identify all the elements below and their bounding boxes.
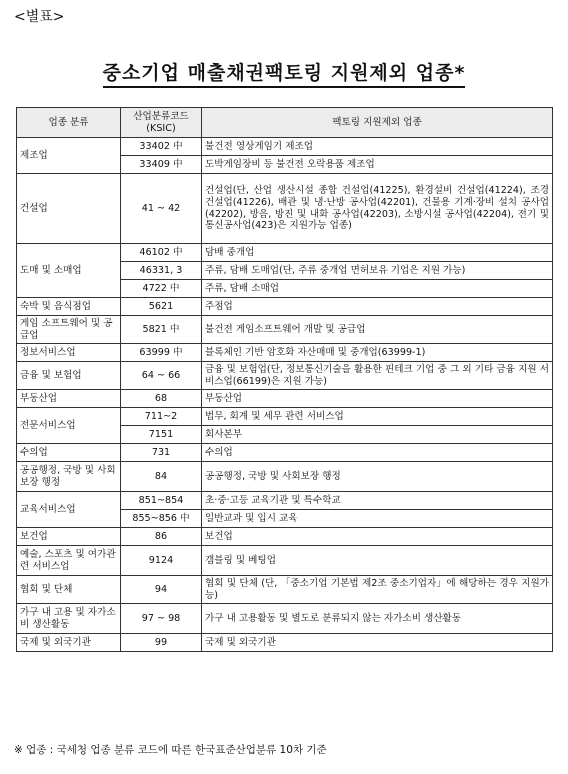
excluded-industry-cell: 주점업: [202, 298, 553, 316]
ksic-code-cell: 84: [121, 462, 202, 492]
table-row: [17, 528, 553, 546]
ksic-code-cell: 94: [121, 576, 202, 604]
ksic-code-cell: 33402 中: [121, 138, 202, 156]
ksic-code-cell: 5621: [121, 298, 202, 316]
table-row: [17, 634, 553, 652]
industry-cell: 협회 및 단체: [17, 576, 121, 604]
industry-cell: 부동산업: [17, 390, 121, 408]
excluded-industry-cell: 협회 및 단체 (단, 「중소기업 기본법 제2조 중소기업자」에 해당하는 경우 지원가능): [202, 576, 553, 604]
page-title: [0, 58, 568, 85]
table-row: [17, 244, 553, 262]
ksic-code-cell: 5821 中: [121, 316, 202, 344]
table-row: [17, 546, 553, 576]
ksic-code-cell: 99: [121, 634, 202, 652]
table-row: [17, 604, 553, 634]
excluded-industry-cell: 부동산업: [202, 390, 553, 408]
ksic-code-cell: 68: [121, 390, 202, 408]
table-row: [17, 174, 553, 244]
table-row: [17, 444, 553, 462]
excluded-industry-cell: 국제 및 외국기관: [202, 634, 553, 652]
ksic-code-cell: 7151: [121, 426, 202, 444]
table-header-row: [17, 108, 553, 138]
ksic-code-cell: 46331, 3: [121, 262, 202, 280]
industry-cell: 수의업: [17, 444, 121, 462]
excluded-industry-cell: 가구 내 고용활동 및 별도로 분류되지 않는 자가소비 생산활동: [202, 604, 553, 634]
excluded-industry-table: [16, 107, 553, 652]
industry-cell: 보건업: [17, 528, 121, 546]
excluded-industry-cell: 초·중·고등 교육기관 및 특수학교: [202, 492, 553, 510]
ksic-code-cell: 711~2: [121, 408, 202, 426]
excluded-industry-cell: 금융 및 보험업(단, 정보통신기술을 활용한 핀테크 기업 중 그 외 기타 금융 지원 서비스업(66199)은 지원 가능): [202, 362, 553, 390]
excluded-industry-cell: 건설업(단, 산업 생산시설 종합 건설업(41225), 환경설비 건설업(41224), 조경 건설업(41226), 배관 및 냉·난방 공사업(42201), 건물용 기계·장비 설치 공사업(42202), 방음, 방진 및 내화 공사업(42203), 소방시설 공사업(42204), 전기 및 통신공사업(423)은 지원가능 업종): [202, 174, 553, 244]
header-industry: 업종 분류: [17, 108, 121, 138]
excluded-industry-cell: 블록체인 기반 암호화 자산매매 및 중개업(63999-1): [202, 344, 553, 362]
footnote: ※ 업종 : 국세청 업종 분류 코드에 따른 한국표준산업분류 10차 기준: [14, 744, 327, 756]
table-row: [17, 408, 553, 426]
industry-cell: 금융 및 보험업: [17, 362, 121, 390]
page-title-text: 중소기업 매출채권팩토링 지원제외 업종*: [103, 62, 466, 88]
ksic-code-cell: 41 ~ 42: [121, 174, 202, 244]
industry-cell: 공공행정, 국방 및 사회보장 행정: [17, 462, 121, 492]
ksic-code-cell: 851~854: [121, 492, 202, 510]
industry-cell: 교육서비스업: [17, 492, 121, 528]
industry-cell: 전문서비스업: [17, 408, 121, 444]
ksic-code-cell: 731: [121, 444, 202, 462]
ksic-code-cell: 855~856 中: [121, 510, 202, 528]
excluded-industry-cell: 도박게임장비 등 불건전 오락용품 제조업: [202, 156, 553, 174]
table-row: [17, 362, 553, 390]
excluded-industry-cell: 회사본부: [202, 426, 553, 444]
excluded-industry-cell: 주류, 담배 소매업: [202, 280, 553, 298]
excluded-industry-cell: 불건전 영상게임기 제조업: [202, 138, 553, 156]
industry-cell: 제조업: [17, 138, 121, 174]
table-row: [17, 316, 553, 344]
table-body: [17, 138, 553, 652]
table-row: [17, 344, 553, 362]
industry-cell: 숙박 및 음식점업: [17, 298, 121, 316]
header-excluded: 팩토링 지원제외 업종: [202, 108, 553, 138]
ksic-code-cell: 46102 中: [121, 244, 202, 262]
ksic-code-cell: 86: [121, 528, 202, 546]
excluded-industry-cell: 일반교과 및 입시 교육: [202, 510, 553, 528]
industry-cell: 국제 및 외국기관: [17, 634, 121, 652]
ksic-code-cell: 33409 中: [121, 156, 202, 174]
industry-cell: 예술, 스포츠 및 여가관련 서비스업: [17, 546, 121, 576]
ksic-code-cell: 9124: [121, 546, 202, 576]
excluded-industry-cell: 갬블링 및 베팅업: [202, 546, 553, 576]
header-code: 산업분류코드 (KSIC): [121, 108, 202, 138]
excluded-industry-cell: 공공행정, 국방 및 사회보장 행정: [202, 462, 553, 492]
industry-cell: 정보서비스업: [17, 344, 121, 362]
table-row: [17, 390, 553, 408]
ksic-code-cell: 64 ~ 66: [121, 362, 202, 390]
excluded-industry-cell: 주류, 담배 도매업(단, 주류 중개업 면허보유 기업은 지원 가능): [202, 262, 553, 280]
industry-cell: 가구 내 고용 및 자가소비 생산활동: [17, 604, 121, 634]
ksic-code-cell: 4722 中: [121, 280, 202, 298]
excluded-industry-cell: 법무, 회계 및 세무 관련 서비스업: [202, 408, 553, 426]
ksic-code-cell: 63999 中: [121, 344, 202, 362]
table-row: [17, 492, 553, 510]
industry-cell: 도매 및 소매업: [17, 244, 121, 298]
table-row: [17, 576, 553, 604]
ksic-code-cell: 97 ~ 98: [121, 604, 202, 634]
table-row: [17, 298, 553, 316]
excluded-industry-cell: 보건업: [202, 528, 553, 546]
excluded-industry-cell: 담배 중개업: [202, 244, 553, 262]
industry-cell: 게임 소프트웨어 및 공급업: [17, 316, 121, 344]
table-row: [17, 138, 553, 156]
annex-label: <별표>: [14, 9, 65, 25]
table-row: [17, 462, 553, 492]
excluded-industry-cell: 불건전 게임소프트웨어 개발 및 공급업: [202, 316, 553, 344]
excluded-industry-cell: 수의업: [202, 444, 553, 462]
industry-cell: 건설업: [17, 174, 121, 244]
